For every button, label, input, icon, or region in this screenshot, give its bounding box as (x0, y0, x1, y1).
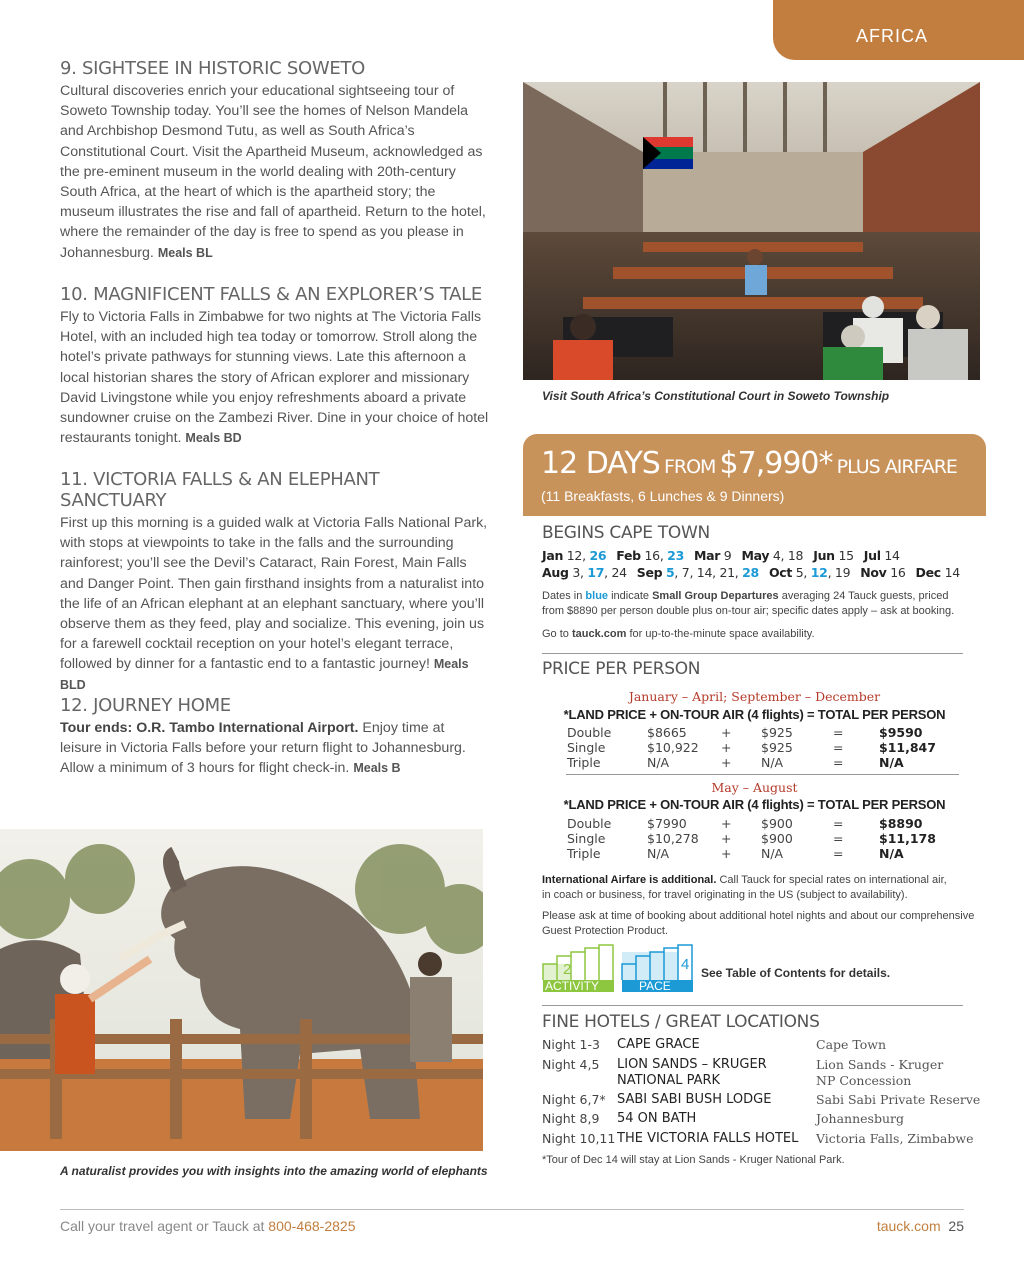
departure-date: 18 (787, 548, 804, 563)
goto-note: Go to tauck.com for up-to-the-minute space availability. (542, 628, 815, 640)
price-air: $925 (761, 740, 793, 755)
departure-date: 12 (566, 548, 583, 563)
price-air: N/A (761, 755, 784, 770)
meals: Meals BLD (60, 657, 469, 692)
court-photo (523, 82, 980, 380)
divider (566, 774, 959, 775)
airfare-note: International Airfare is additional. Call Tauck for special rates on international air, (542, 874, 947, 886)
price-eq: = (833, 816, 844, 831)
day-lead: Tour ends: O.R. Tambo International Airport. (60, 720, 359, 736)
hotel-name2: NATIONAL PARK (617, 1073, 721, 1088)
date-group: Feb 16, 23 (616, 548, 684, 563)
activity-label: ACTIVITY (545, 979, 600, 993)
date-group (813, 548, 854, 563)
departure-date: 16 (890, 565, 906, 580)
day-body: Cultural discoveries enrich your educational sightseeing tour of Soweto Township today. You’ll see the homes of Nelson Mandela and Archbishop Desmond Tutu, as well as South Africa’s Constitutional Court. Visit the Apartheid Museum, acknowledged as the pre-eminent museum in the world dealing with 20th-century South Africa, at the heart of which is the apartheid story; the museum illustrates the rise and fall of apartheid. Return to the hotel, where the remainder of the day is free to spend as you please in Johannesburg. Meals BL (60, 83, 486, 261)
hotel-loc: Lion Sands - Kruger (816, 1057, 944, 1072)
period-2-label: May – August (711, 780, 798, 795)
small-group-date: 17 (587, 565, 605, 580)
price-plus: + (721, 725, 732, 740)
tauck-link[interactable]: tauck.com (571, 628, 627, 640)
pace-number: 4 (681, 956, 690, 973)
period-1-label: January – April; September – December (628, 689, 881, 704)
ask-note: Please ask at time of booking about additional hotel nights and about our comprehensive (542, 910, 975, 922)
departure-date: 16 (644, 548, 660, 563)
date-group (694, 548, 731, 563)
elephant-photo (0, 829, 483, 1151)
footer-call: Call your travel agent or Tauck at 800-468-2825 (60, 1218, 356, 1234)
price-eq: = (833, 725, 844, 740)
meals: Meals B (353, 761, 401, 776)
hotels-title: FINE HOTELS / GREAT LOCATIONS (542, 1012, 820, 1032)
price-air: $925 (761, 725, 793, 740)
hotel-name: THE VICTORIA FALLS HOTEL (617, 1131, 799, 1146)
hotel-night: Night 10,11 (542, 1131, 616, 1146)
date-group: Aug 3, 17, 24 (542, 565, 627, 580)
date-month: Sep (636, 565, 663, 580)
price-air: N/A (761, 846, 784, 861)
ask-note-2: Guest Protection Product. (542, 925, 668, 937)
price-land: $10,278 (647, 831, 699, 846)
price-eq: = (833, 755, 844, 770)
date-group (860, 565, 905, 580)
meals: Meals BD (185, 431, 242, 446)
departure-date: 9 (723, 548, 732, 563)
panel-meals: (11 Breakfasts, 6 Lunches & 9 Dinners) (541, 488, 785, 504)
activity-rating (542, 944, 615, 992)
region-label: AFRICA (855, 26, 928, 46)
date-month: Feb (616, 548, 641, 563)
footer-phone[interactable]: 800-468-2825 (268, 1218, 356, 1234)
price-total: $9590 (879, 725, 923, 740)
price-land: N/A (647, 755, 670, 770)
footer-divider (60, 1209, 964, 1210)
date-month: Jul (863, 548, 881, 563)
departure-date: 21 (719, 565, 735, 580)
price-land: $10,922 (647, 740, 699, 755)
price-type: Triple (567, 846, 601, 861)
price-type: Triple (567, 755, 601, 770)
day-title: 10. MAGNIFICENT FALLS & AN EXPLORER’S TALE (60, 284, 482, 305)
small-group-date: 28 (742, 565, 759, 580)
panel-headline: 12 DAYS FROM $7,990* PLUS AIRFARE (541, 446, 957, 481)
day-body: First up this morning is a guided walk at Victoria Falls National Park, with stops at viewpoints to take in the falls and the surrounding rainforest; you’ll see the Devil’s Cataract, Rain Forest, Main Falls and Danger Point. Then gain firsthand insights from a naturalist into the life of an African elephant at an elephant sanctuary, where you’ll observe them as they feed, play and socialize. This evening, join us for a farewell cocktail reception on your hotel’s elegant terrace, followed by dinner for a fantastic end to a fantastic journey! Meals BLD (60, 515, 488, 692)
hotel-night: Night 4,5 (542, 1057, 600, 1072)
date-month: Jan (542, 548, 564, 563)
blue-note-2: from $8890 per person double plus on-tour air; specific dates apply – ask at booking. (542, 605, 955, 617)
date-group: Jan 12, 26 (542, 548, 607, 563)
day-body: Tour ends: O.R. Tambo International Airport. Enjoy time at leisure in Victoria Falls before your return flight to Johannesburg. Allow a minimum of 3 hours for flight check-in. Meals B (60, 720, 466, 777)
footer-right (877, 1218, 964, 1234)
date-month: May (741, 548, 770, 563)
day-10 (60, 284, 490, 448)
hotel-night: Night 6,7* (542, 1092, 606, 1107)
departure-date: 14 (696, 565, 713, 580)
date-month: Dec (915, 565, 941, 580)
hotel-loc2: NP Concession (816, 1073, 912, 1088)
price-plus: + (721, 831, 732, 846)
hotel-loc: Sabi Sabi Private Reserve (816, 1092, 981, 1107)
departure-date: 4 (772, 548, 781, 563)
price-total: N/A (879, 755, 904, 770)
hotel-note: *Tour of Dec 14 will stay at Lion Sands - Kruger National Park. (542, 1154, 845, 1166)
meals: Meals BL (157, 245, 213, 260)
pace-rating (621, 944, 694, 992)
departure-dates-row2 (542, 565, 970, 580)
price-eq: = (833, 831, 844, 846)
period-1-formula: *LAND PRICE + ON-TOUR AIR (4 flights) = TOTAL PER PERSON (563, 707, 946, 722)
price-air: $900 (761, 816, 793, 831)
elephant-caption: A naturalist provides you with insights into the amazing world of elephants (60, 1164, 488, 1178)
price-total: $11,847 (879, 740, 936, 755)
departure-date: 24 (611, 565, 627, 580)
departure-date: 19 (834, 565, 851, 580)
date-month: Mar (693, 548, 721, 563)
page-number: 25 (948, 1218, 964, 1234)
departure-date: 5 (795, 565, 804, 580)
region-tab (773, 0, 1024, 60)
price-plus: + (721, 755, 732, 770)
divider (542, 1005, 963, 1006)
hotel-night: Night 8,9 (542, 1111, 600, 1126)
small-group-date: 23 (667, 548, 684, 563)
price-total: $8890 (879, 816, 923, 831)
day-title: 11. VICTORIA FALLS & AN ELEPHANT SANCTUARY (60, 469, 380, 511)
activity-number: 2 (563, 961, 572, 978)
price-land: $7990 (647, 816, 687, 831)
date-group: Oct 5, 12, 19 (768, 565, 851, 580)
airfare-note-2: in coach or business, for travel originating in the US (subject to availability). (542, 889, 908, 901)
price-type: Single (567, 831, 606, 846)
see-toc: See Table of Contents for details. (701, 966, 891, 980)
day-9 (60, 58, 490, 263)
small-group-date: 26 (589, 548, 607, 563)
date-month: Oct (768, 565, 793, 580)
date-group: May 4, 18 (741, 548, 804, 563)
price-plus: + (721, 816, 732, 831)
price-eq: = (833, 740, 844, 755)
hotel-night: Night 1-3 (542, 1037, 600, 1052)
price-land: $8665 (647, 725, 687, 740)
day-12 (60, 695, 490, 779)
day-body: Fly to Victoria Falls in Zimbabwe for two nights at The Victoria Falls Hotel, with an included high tea today or tomorrow. Stroll along the hotel’s private pathways for stunning views. Late this afternoon a local historian shares the story of African explorer and missionary David Livingstone while you enjoy refreshments aboard a private sundowner cruise on the Zambezi River. Dine in your choice of hotel restaurants tonight. Meals BD (60, 309, 489, 447)
pricing-panel (523, 434, 986, 1174)
date-month: Nov (860, 565, 887, 580)
departure-date: 15 (838, 548, 854, 563)
pace-label: PACE (639, 979, 671, 993)
price-title: PRICE PER PERSON (542, 659, 701, 679)
hotel-name: CAPE GRACE (617, 1037, 700, 1052)
small-group-date: 5 (666, 565, 675, 580)
hotel-name: LION SANDS – KRUGER (617, 1057, 767, 1072)
departure-date: 14 (884, 548, 900, 563)
date-month: Aug (542, 565, 569, 580)
departure-dates-row1 (542, 548, 910, 563)
price-total: $11,178 (879, 831, 936, 846)
departure-date: 7 (681, 565, 690, 580)
hotel-name: 54 ON BATH (617, 1111, 697, 1126)
small-group-date: 12 (810, 565, 828, 580)
date-month: Jun (813, 548, 835, 563)
blue-note: Dates in blue indicate Small Group Departures averaging 24 Tauck guests, priced (542, 590, 949, 602)
period-2-formula: *LAND PRICE + ON-TOUR AIR (4 flights) = TOTAL PER PERSON (563, 797, 946, 812)
departure-date: 14 (944, 565, 960, 580)
price-type: Double (567, 725, 612, 740)
begins-title: BEGINS CAPE TOWN (542, 523, 710, 543)
day-11 (60, 469, 490, 695)
hotel-loc: Victoria Falls, Zimbabwe (816, 1131, 974, 1146)
day-title: 9. SIGHTSEE IN HISTORIC SOWETO (60, 58, 365, 79)
panel-header (523, 434, 986, 516)
hotel-loc: Cape Town (816, 1037, 887, 1052)
day-title: 12. JOURNEY HOME (60, 695, 231, 716)
price-eq: = (833, 846, 844, 861)
date-group: Sep 5, 7, 14, 21, 28 (636, 565, 759, 580)
price-type: Double (567, 816, 612, 831)
hotel-name: SABI SABI BUSH LODGE (617, 1092, 772, 1107)
hotel-loc: Johannesburg (816, 1111, 904, 1126)
price-type: Single (567, 740, 606, 755)
footer-site[interactable]: tauck.com (876, 1218, 941, 1234)
price-air: $900 (761, 831, 793, 846)
price-land: N/A (647, 846, 670, 861)
date-group (916, 565, 960, 580)
price-total: N/A (879, 846, 904, 861)
date-group (864, 548, 900, 563)
price-plus: + (721, 846, 732, 861)
court-caption: Visit South Africa’s Constitutional Court in Soweto Township (542, 389, 890, 403)
divider (542, 653, 963, 654)
departure-date: 3 (572, 565, 580, 580)
price-plus: + (721, 740, 732, 755)
